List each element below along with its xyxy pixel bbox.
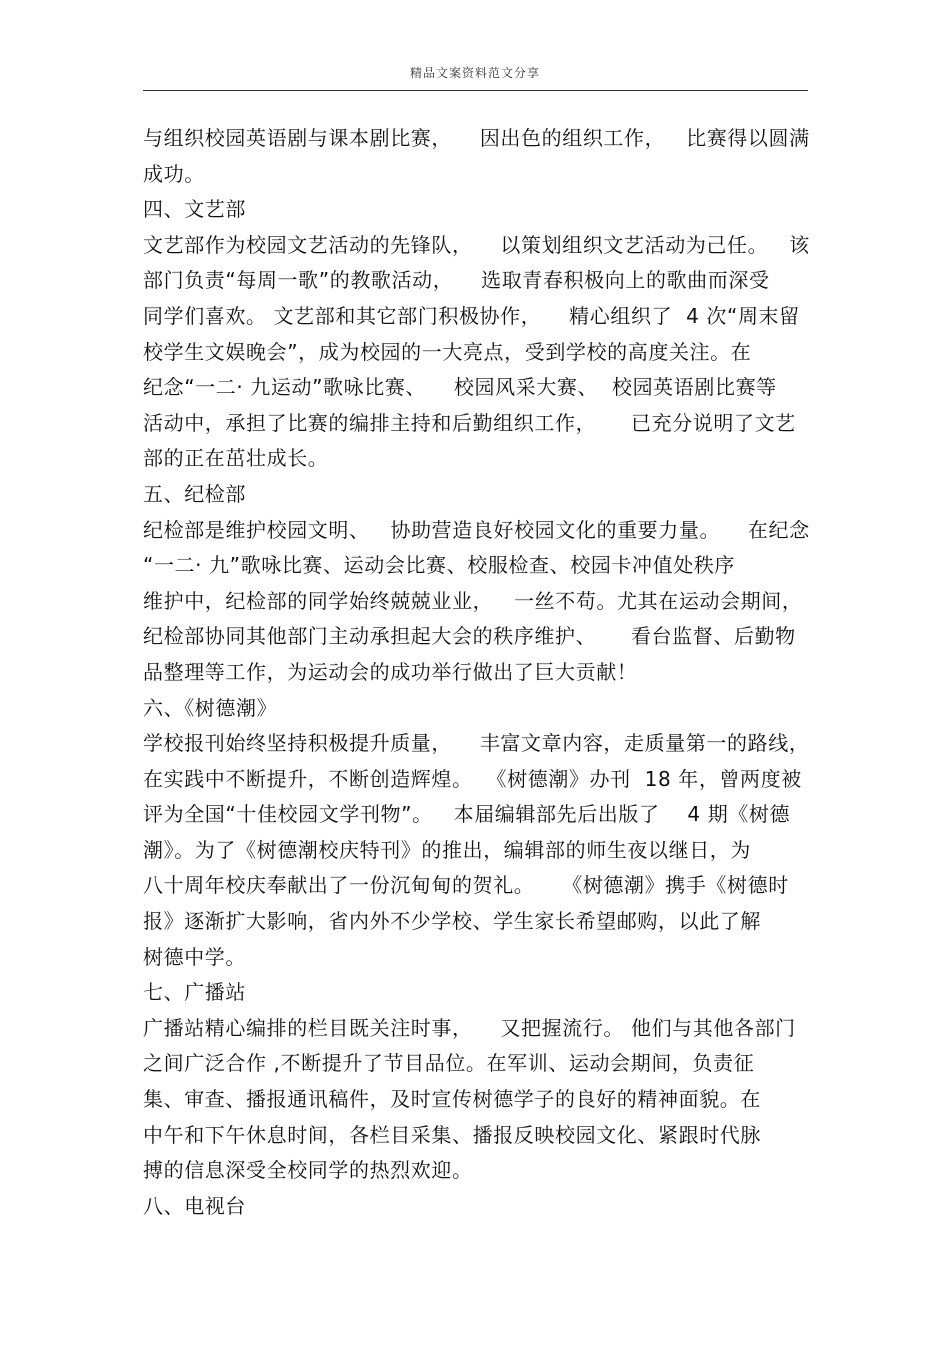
- text-line: 与组织校园英语剧与课本剧比赛， 因出色的组织工作， 比赛得以圆满: [143, 126, 810, 150]
- text-line: 评为全国“十佳校园文学刊物”。 本届编辑部先后出版了 4 期《树德: [143, 802, 791, 827]
- text-line: 部的正在茁壮成长。: [143, 446, 329, 471]
- section-heading: 五、纪检部: [143, 481, 246, 506]
- page-header: 精品文案资料范文分享: [409, 66, 540, 80]
- text-line: 校学生文娱晚会”，成为校园的一大亮点，受到学校的高度关注。在: [143, 339, 752, 364]
- text-line: 纪检部是维护校园文明、 协助营造良好校园文化的重要力量。 在纪念: [143, 517, 810, 542]
- text-line: 活动中，承担了比赛的编排主持和后勤组织工作， 已充分说明了文艺: [143, 410, 796, 435]
- text-line: 品整理等工作，为运动会的成功举行做出了巨大贡献！: [143, 659, 638, 684]
- text-line: 广播站精心编排的栏目既关注时事， 又把握流行。 他们与其他各部门: [143, 1015, 796, 1040]
- section-heading: 六、《树德潮》: [143, 695, 278, 720]
- section-heading: 八、电视台: [143, 1193, 246, 1218]
- text-line: 学校报刊始终坚持积极提升质量， 丰富文章内容，走质量第一的路线，: [143, 731, 810, 756]
- text-line: 搏的信息深受全校同学的热烈欢迎。: [143, 1158, 473, 1183]
- text-line: 同学们喜欢。 文艺部和其它部门积极协作， 精心组织了 4 次“周末留: [143, 303, 800, 328]
- section-heading: 四、文艺部: [143, 197, 246, 222]
- text-line: 纪检部协同其他部门主动承担起大会的秩序维护、 看台监督、后勤物: [143, 624, 796, 649]
- text-line: 之间广泛合作 ,不断提升了节目品位。在军训、运动会期间，负责征: [143, 1051, 755, 1076]
- text-line: 纪念“一二· 九运动”歌咏比赛、 校园风采大赛、 校园英语剧比赛等: [143, 375, 777, 400]
- text-line: 集、审查、播报通讯稿件，及时宣传树德学子的良好的精神面貌。在: [143, 1087, 761, 1112]
- text-line: 部门负责“每周一歌”的教歌活动， 选取青春积极向上的歌曲而深受: [143, 268, 770, 293]
- text-line: 八十周年校庆奉献出了一份沉甸甸的贺礼。 《树德潮》携手《树德时: [143, 873, 789, 898]
- text-line: 中午和下午休息时间，各栏目采集、播报反映校园文化、紧跟时代脉: [143, 1122, 761, 1147]
- text-line: 树德中学。: [143, 944, 246, 969]
- text-line: “一二· 九”歌咏比赛、运动会比赛、校服检查、校园卡冲值处秩序: [143, 553, 736, 578]
- text-line: 维护中，纪检部的同学始终兢兢业业， 一丝不苟。尤其在运动会期间，: [143, 588, 803, 613]
- text-line: 在实践中不断提升，不断创造辉煌。 《树德潮》办刊 18 年，曾两度被: [143, 766, 802, 791]
- document-body: [143, 121, 813, 1224]
- text-line: 文艺部作为校园文艺活动的先锋队， 以策划组织文艺活动为己任。 该: [143, 232, 810, 257]
- text-line: 成功。: [143, 161, 205, 186]
- text-line: 报》逐渐扩大影响，省内外不少学校、学生家长希望邮购，以此了解: [143, 909, 761, 934]
- section-heading: 七、广播站: [143, 980, 246, 1005]
- header-rule: [143, 90, 808, 91]
- text-line: 潮》。为了《树德潮校庆特刊》的推出，编辑部的师生夜以继日，为: [143, 837, 751, 862]
